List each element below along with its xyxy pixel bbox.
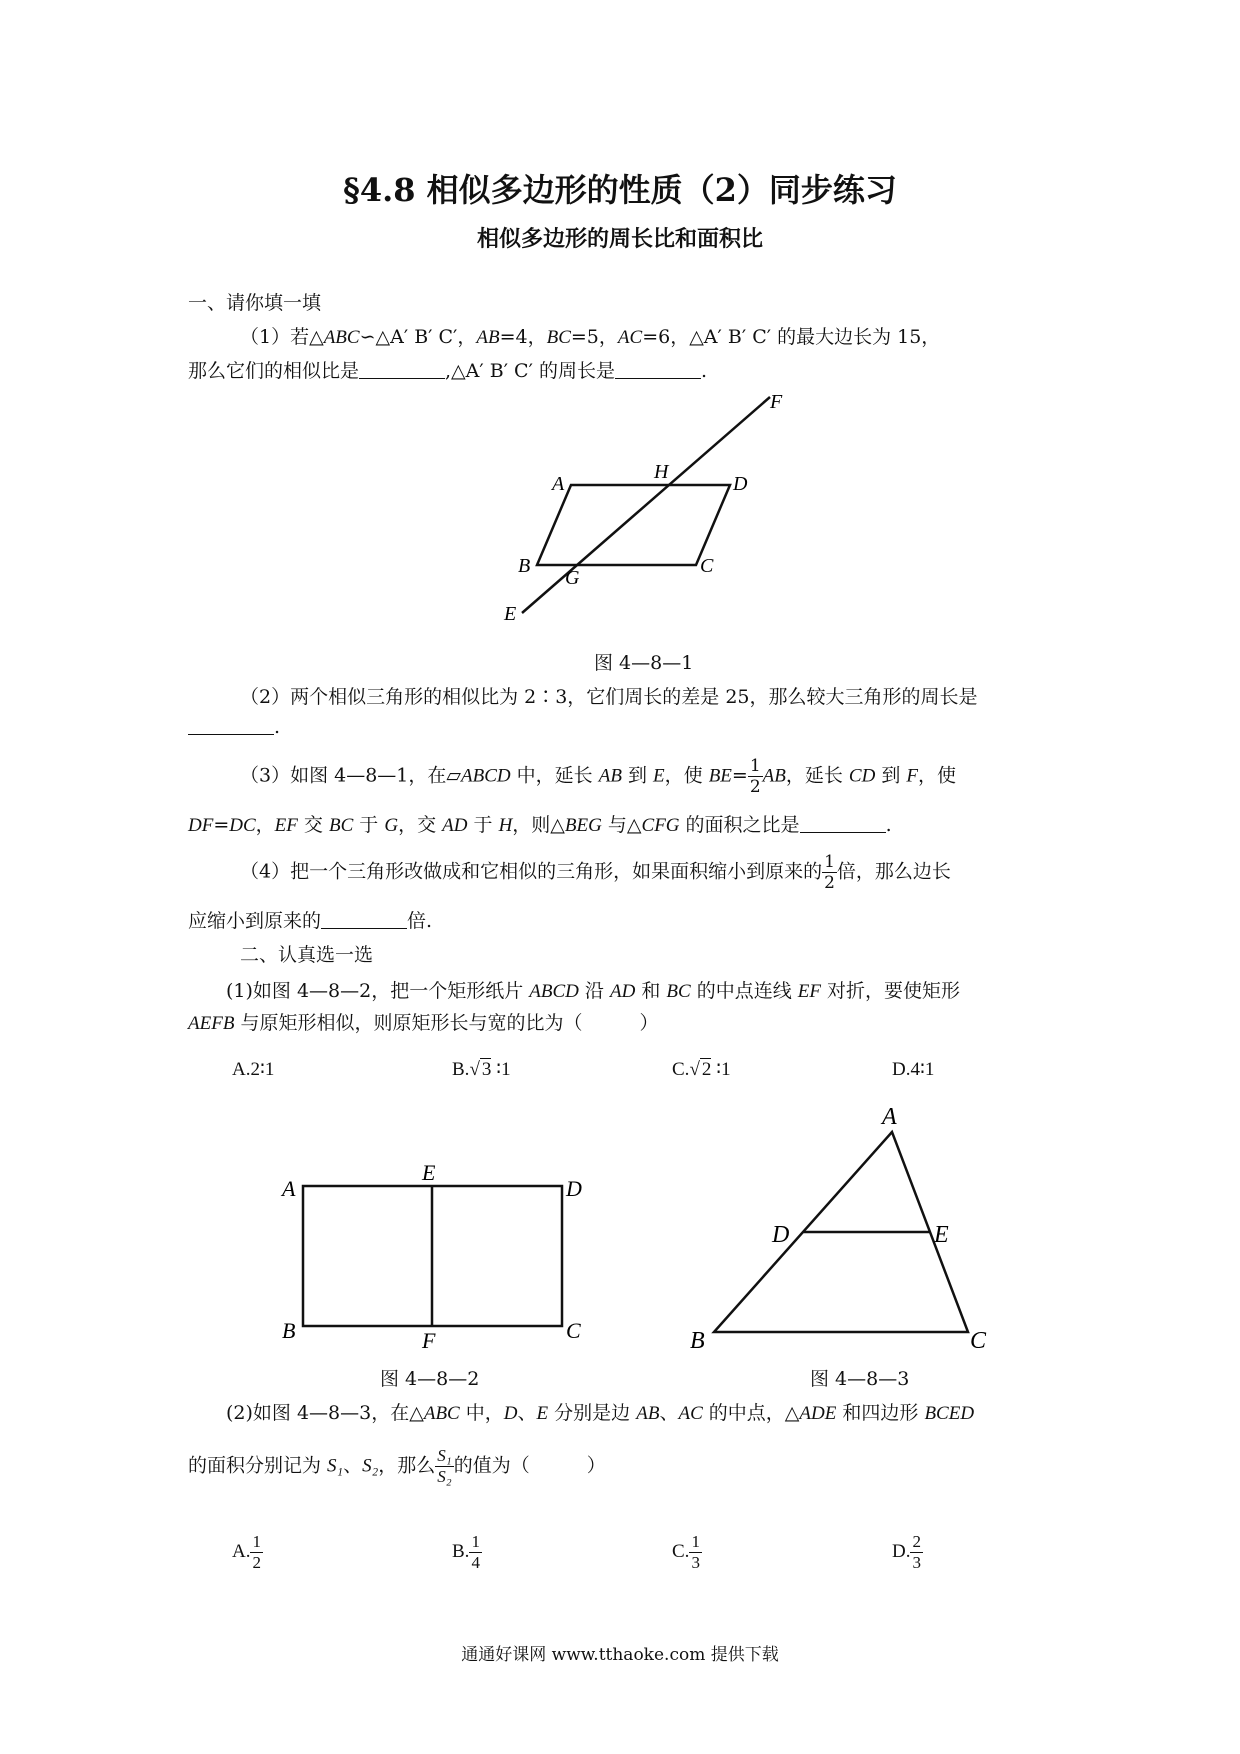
s2-q2-line1: (2)如图 4—8—3，在△ABC 中，D、E 分别是边 AB、AC 的中点，△ADE 和四边形 BCED [226, 1402, 975, 1424]
answer-blank[interactable] [188, 716, 274, 735]
section1-heading: 一、请你填一填 [188, 292, 322, 314]
label-e: E [934, 1222, 949, 1248]
answer-blank[interactable] [321, 910, 407, 929]
label-c: C [566, 1318, 581, 1343]
s2-q1-line2: AEFB 与原矩形相似，则原矩形长与宽的比为（ ） [188, 1012, 659, 1034]
option-b[interactable]: B.√ 3 ∶1 [452, 1059, 511, 1080]
label-f: F [422, 1328, 436, 1348]
option-b[interactable]: B. $\frac{1}{4}$ [452, 1532, 480, 1572]
label-e: E [422, 1160, 436, 1185]
answer-blank[interactable] [800, 814, 886, 833]
q3-line2: DF=DC，EF 交 BC 于 G，交 AD 于 H，则△BEG 与△CFG 的面积之比是 . [188, 814, 892, 836]
answer-blank[interactable] [359, 360, 445, 379]
label-c: C [970, 1328, 987, 1354]
option-d[interactable]: D.4∶1 [892, 1059, 935, 1080]
label-a: A [882, 1104, 897, 1130]
option-a[interactable]: A.2∶1 [232, 1059, 275, 1080]
fraction: $\frac{\text{S₁}}{\text{S₂}}$ [437, 1446, 452, 1486]
label-c: C [700, 555, 714, 577]
label-a: A [282, 1176, 296, 1201]
label-b: B [518, 555, 531, 577]
parallelogram-abcd [537, 485, 730, 565]
label-h: H [654, 461, 669, 483]
label-e: E [504, 603, 517, 625]
footer: 通通好课网 www.tthaoke.com 提供下载 [461, 1645, 779, 1665]
q4-line2: 应缩小到原来的 倍. [188, 910, 433, 932]
label-g: G [565, 567, 580, 589]
line-ef [522, 397, 770, 613]
label-b: B [282, 1318, 296, 1343]
figure-4-8-1 [490, 390, 790, 630]
q1-line1: （1）若△ABC∽△A′ B′ C′，AB=4，BC=5，AC=6，△A′ B′ C′ 的最大边长为 15， [240, 326, 941, 348]
option-c[interactable]: C. $\frac{1}{3}$ [672, 1532, 700, 1572]
q2-line2: . [188, 716, 280, 738]
page-title: §4.8 相似多边形的性质（2）同步练习 [343, 171, 897, 209]
q1-line2: 那么它们的相似比是 ,△A′ B′ C′ 的周长是 . [188, 360, 707, 382]
label-b: B [690, 1328, 705, 1354]
label-d: D [772, 1222, 790, 1248]
section2-heading: 二、认真选一选 [240, 944, 374, 966]
page-subtitle: 相似多边形的周长比和面积比 [476, 226, 763, 252]
figure-4-8-3 [686, 1102, 996, 1354]
figure-caption: 图 4—8—2 [380, 1368, 480, 1390]
answer-blank[interactable] [615, 360, 701, 379]
figure-caption: 图 4—8—1 [594, 652, 694, 674]
s2-q2-line2: 的面积分别记为 S₁、S₂，那么 $\frac{\text{S₁}}{\text{S₂}}$ 的值为（ ） [188, 1446, 606, 1486]
q4-line1: （4）把一个三角形改做成和它相似的三角形，如果面积缩小到原来的 $\frac{1}{2}$ 倍，那么边长 [240, 852, 951, 893]
option-d[interactable]: D. $\frac{2}{3}$ [892, 1532, 921, 1572]
q3-line1: （3）如图 4—8—1，在▱ABCD 中，延长 AB 到 E，使 BE= $\frac{1}{2}$ AB，延长 CD 到 F，使 [240, 756, 957, 797]
s2-q1-line1: (1)如图 4—8—2，把一个矩形纸片 ABCD 沿 AD 和 BC 的中点连线 EF 对折，要使矩形 [226, 980, 961, 1002]
q2-line1: （2）两个相似三角形的相似比为 2∶3，它们周长的差是 25，那么较大三角形的周长是 [240, 686, 978, 708]
label-f: F [770, 391, 783, 413]
option-a[interactable]: A. $\frac{1}{2}$ [232, 1532, 261, 1572]
label-a: A [552, 473, 565, 495]
label-d: D [566, 1176, 582, 1201]
figure-caption: 图 4—8—3 [810, 1368, 910, 1390]
option-c[interactable]: C.√ 2 ∶1 [672, 1059, 731, 1080]
label-d: D [733, 473, 748, 495]
fraction: $\frac{1}{2}$ [824, 852, 835, 893]
fraction: $\frac{1}{2}$ [749, 756, 761, 797]
figure-4-8-2 [270, 1152, 600, 1348]
